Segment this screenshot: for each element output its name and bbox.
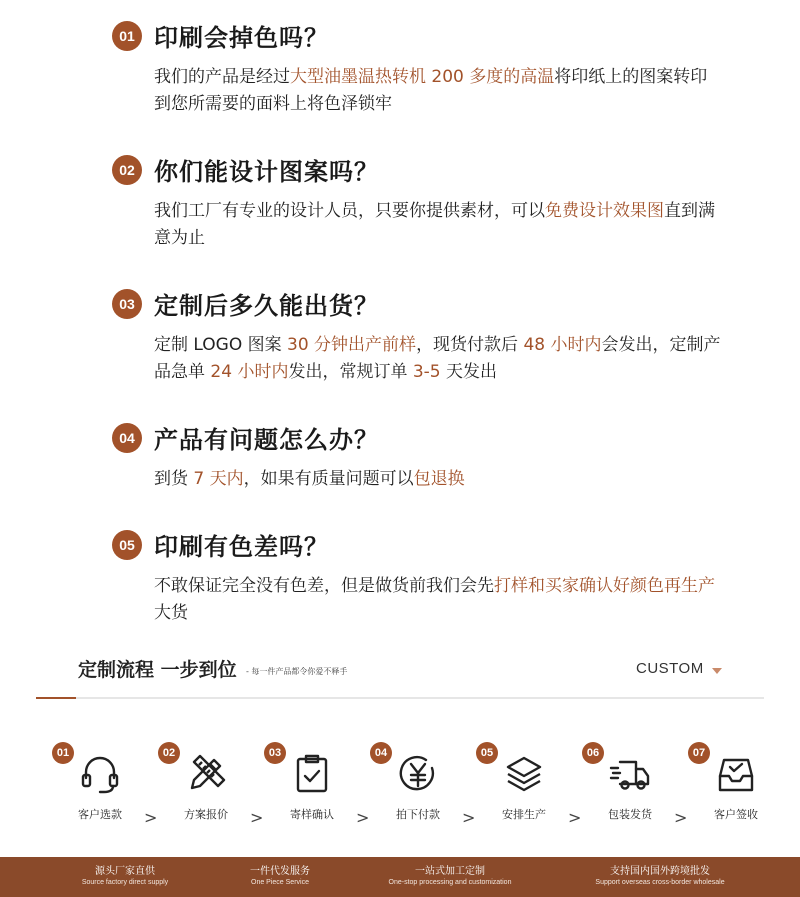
step-number: 07 (688, 742, 710, 764)
faq-question: 定制后多久能出货？ (154, 292, 379, 320)
number-badge: 02 (112, 155, 142, 185)
answer-highlight: 7 天内 (193, 469, 244, 489)
process-step-7 (688, 742, 788, 822)
chevron-right-icon: > (568, 808, 582, 827)
step-label: 拍下付款 (396, 808, 440, 821)
chevron-right-icon: > (144, 808, 158, 827)
yen-coin-icon (396, 752, 440, 796)
inbox-tray-icon (714, 752, 758, 796)
faq-answer (154, 466, 724, 493)
process-step-5 (476, 742, 576, 822)
answer-text: 将印纸上的图案转印到您所需要的面料上将色泽锁牢 (154, 67, 708, 114)
footer-sub: One Piece Service (251, 879, 309, 886)
answer-text: 我们工厂有专业的设计人员，只要你提供素材，可以 (154, 201, 545, 221)
process-subtitle: - 每一件产品都令你爱不释手 (246, 667, 348, 676)
answer-text: 定制 LOGO 图案 (154, 335, 288, 355)
process-step-4 (370, 742, 470, 822)
chevron-right-icon: > (250, 808, 264, 827)
process-title: 定制流程 一步到位 (78, 659, 237, 681)
step-number: 01 (52, 742, 74, 764)
answer-text: 到货 (154, 469, 194, 489)
process-step-2 (158, 742, 258, 822)
step-label: 客户选款 (78, 808, 122, 821)
faq-question: 你们能设计图案吗？ (154, 158, 379, 186)
answer-text: 直到满意为止 (154, 201, 715, 248)
answer-highlight: 免费设计效果图 (545, 201, 664, 221)
faq-answer (154, 198, 724, 252)
faq-answer (154, 573, 724, 627)
process-step-1 (52, 742, 152, 822)
step-label: 客户签收 (714, 808, 758, 821)
answer-text: 不敢保证完全没有色差，但是做货前我们会先 (154, 576, 494, 596)
chevron-right-icon: > (674, 808, 688, 827)
footer-main: 一件代发服务 (250, 866, 310, 877)
answer-text: 发出，常规订单 (288, 362, 413, 382)
delivery-truck-icon (608, 752, 652, 796)
footer-sub: Support overseas cross-border wholesale (595, 879, 725, 886)
headset-icon (78, 752, 122, 796)
pencil-ruler-icon (184, 752, 228, 796)
step-number: 05 (476, 742, 498, 764)
faq-question: 产品有问题怎么办？ (154, 426, 379, 454)
divider-accent (36, 697, 76, 699)
footer-sub: Source factory direct supply (81, 879, 169, 886)
answer-text: 大货 (154, 603, 188, 623)
footer-bar (0, 857, 800, 897)
footer-main: 一站式加工定制 (415, 866, 485, 877)
step-label: 包装发货 (608, 808, 652, 821)
answer-highlight: 3-5 (412, 362, 441, 382)
footer-item-4 (580, 865, 740, 888)
process-step-3 (264, 742, 364, 822)
number-badge: 03 (112, 289, 142, 319)
step-number: 03 (264, 742, 286, 764)
answer-highlight: 30 分钟出产前样 (287, 335, 417, 355)
answer-highlight: 48 小时内 (523, 335, 602, 355)
chevron-down-icon[interactable] (712, 668, 722, 674)
answer-text: ，现货付款后 (416, 335, 524, 355)
footer-main: 源头厂家直供 (95, 866, 155, 877)
number-badge: 04 (112, 423, 142, 453)
layers-icon (502, 752, 546, 796)
footer-sub: One-stop processing and customization (388, 879, 512, 886)
answer-text: ，如果有质量问题可以 (243, 469, 414, 489)
answer-text: 天发出 (440, 362, 498, 382)
answer-text: 我们的产品是经过 (154, 67, 290, 87)
step-label: 方案报价 (184, 808, 228, 821)
clipboard-check-icon (290, 752, 334, 796)
divider (36, 697, 764, 699)
number-badge: 01 (112, 21, 142, 51)
number-badge: 05 (112, 530, 142, 560)
footer-item-3 (380, 865, 520, 888)
footer-item-2 (215, 865, 345, 888)
answer-highlight: 24 小时内 (210, 362, 289, 382)
custom-dropdown-label[interactable]: CUSTOM (636, 660, 704, 677)
footer-main: 支持国内国外跨境批发 (610, 866, 710, 877)
step-label: 安排生产 (502, 808, 546, 821)
chevron-right-icon: > (462, 808, 476, 827)
answer-highlight: 大型油墨温热转机 200 多度的高温 (290, 67, 555, 87)
answer-highlight: 打样和买家确认好颜色再生产 (494, 576, 715, 596)
chevron-right-icon: > (356, 808, 370, 827)
step-number: 02 (158, 742, 180, 764)
step-label: 寄样确认 (290, 808, 334, 821)
footer-item-1 (60, 865, 190, 888)
faq-question: 印刷会掉色吗？ (154, 24, 329, 52)
step-number: 04 (370, 742, 392, 764)
answer-text: 会发出，定制产品急单 (154, 335, 721, 382)
faq-answer (154, 64, 724, 118)
step-number: 06 (582, 742, 604, 764)
answer-highlight: 包退换 (413, 469, 465, 489)
process-step-6 (582, 742, 682, 822)
faq-answer (154, 332, 724, 386)
faq-question: 印刷有色差吗？ (154, 533, 329, 561)
